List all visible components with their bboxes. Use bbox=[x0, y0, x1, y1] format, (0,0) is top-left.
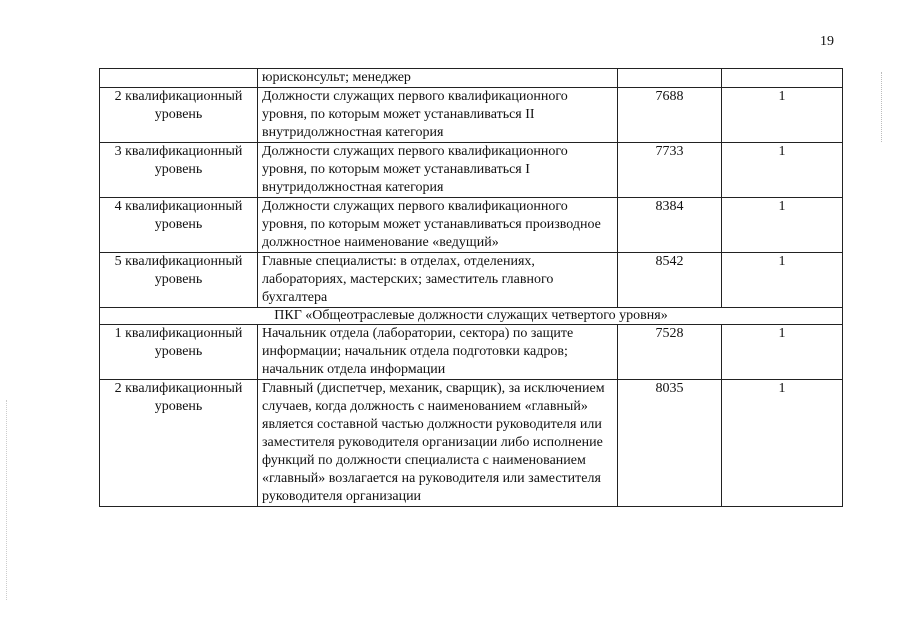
level-cell: 2 квалификационный уровень bbox=[100, 380, 258, 507]
table-row bbox=[100, 69, 843, 88]
coefficient-cell: 1 bbox=[722, 253, 843, 308]
salary-cell bbox=[618, 69, 722, 88]
positions-cell: Должности служащих первого квалификационного уровня, по которым может устанавливаться производное должностное наименование «ведущий» bbox=[258, 198, 618, 253]
positions-cell: юрисконсульт; менеджер bbox=[258, 69, 618, 88]
table-row bbox=[100, 253, 843, 308]
salary-cell: 8035 bbox=[618, 380, 722, 507]
coefficient-cell: 1 bbox=[722, 143, 843, 198]
group-header-row bbox=[100, 308, 843, 325]
page-number: 19 bbox=[820, 34, 834, 49]
level-cell: 2 квалификационный уровень bbox=[100, 88, 258, 143]
level-cell bbox=[100, 69, 258, 88]
salary-cell: 7733 bbox=[618, 143, 722, 198]
salary-cell: 7528 bbox=[618, 325, 722, 380]
coefficient-cell bbox=[722, 69, 843, 88]
salary-table bbox=[99, 68, 843, 507]
positions-cell: Главный (диспетчер, механик, сварщик), за исключением случаев, когда должность с наименованием «главный» является составной частью должности руководителя или заместителя руководителя организации либо исполнение функций по должности специалиста с наименованием «главный» возлагается на руководителя или заместителя руководителя организации bbox=[258, 380, 618, 507]
group-title: ПКГ «Общеотраслевые должности служащих четвертого уровня» bbox=[100, 308, 843, 325]
salary-cell: 8384 bbox=[618, 198, 722, 253]
salary-cell: 7688 bbox=[618, 88, 722, 143]
positions-cell: Должности служащих первого квалификационного уровня, по которым может устанавливаться II внутридолжностная категория bbox=[258, 88, 618, 143]
table-row bbox=[100, 380, 843, 507]
level-cell: 1 квалификационный уровень bbox=[100, 325, 258, 380]
scan-artifact bbox=[6, 400, 9, 600]
level-cell: 5 квалификационный уровень bbox=[100, 253, 258, 308]
level-cell: 4 квалификационный уровень bbox=[100, 198, 258, 253]
table-row bbox=[100, 198, 843, 253]
positions-cell: Начальник отдела (лаборатории, сектора) по защите информации; начальник отдела подготовки кадров; начальник отдела информации bbox=[258, 325, 618, 380]
coefficient-cell: 1 bbox=[722, 88, 843, 143]
coefficient-cell: 1 bbox=[722, 325, 843, 380]
table-row bbox=[100, 143, 843, 198]
positions-cell: Главные специалисты: в отделах, отделениях, лабораториях, мастерских; заместитель главного бухгалтера bbox=[258, 253, 618, 308]
coefficient-cell: 1 bbox=[722, 380, 843, 507]
positions-cell: Должности служащих первого квалификационного уровня, по которым может устанавливаться I внутридолжностная категория bbox=[258, 143, 618, 198]
coefficient-cell: 1 bbox=[722, 198, 843, 253]
table-row bbox=[100, 325, 843, 380]
table-row bbox=[100, 88, 843, 143]
salary-cell: 8542 bbox=[618, 253, 722, 308]
level-cell: 3 квалификационный уровень bbox=[100, 143, 258, 198]
scan-artifact bbox=[881, 72, 884, 142]
